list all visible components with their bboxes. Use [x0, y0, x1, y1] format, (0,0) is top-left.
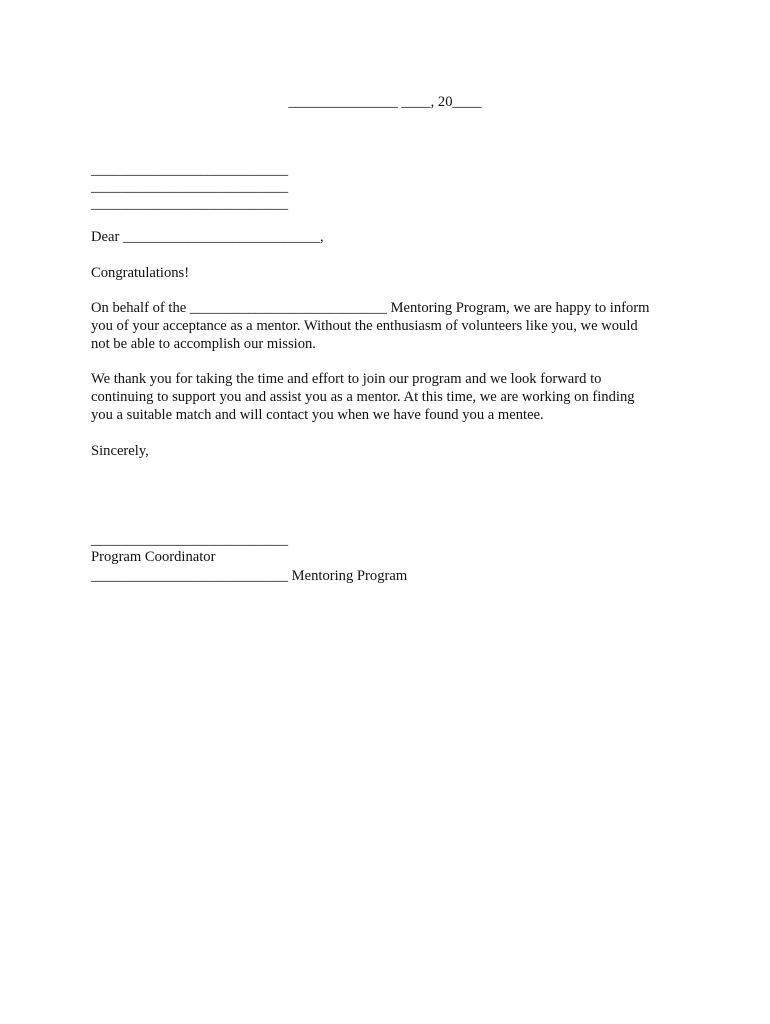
salutation: Dear ___________________________, [91, 229, 324, 245]
address-line-1: ___________________________ [91, 162, 289, 178]
body-paragraph-1: On behalf of the ___________________________ Mentoring Program, we are happy to inform you of your acceptance as a mentor. Without the enthusiasm of volunteers like you, we would not be able to accomplish our mission. [91, 300, 650, 352]
date-line: _______________ ____, 20____ [288, 94, 482, 110]
closing: Sincerely, [91, 443, 149, 459]
program-line: ___________________________ Mentoring Program [91, 568, 408, 584]
address-line-3: ___________________________ [91, 196, 289, 212]
address-line-2: ___________________________ [91, 179, 289, 195]
signer-title: Program Coordinator [91, 549, 216, 565]
signature-line: ___________________________ [91, 532, 289, 548]
body-paragraph-2: We thank you for taking the time and effort to join our program and we look forward to continuing to support you and assist you as a mentor. At this time, we are working on finding you a suitable match and will contact you when we have found you a mentee. [91, 371, 635, 423]
opening-line: Congratulations! [91, 265, 190, 281]
